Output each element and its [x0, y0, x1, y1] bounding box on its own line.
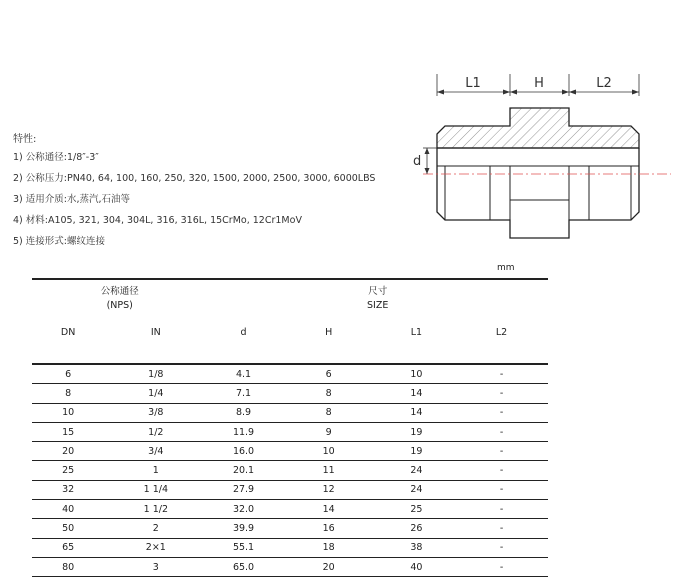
cell-dn: 40 — [32, 500, 104, 519]
label-l2: L2 — [596, 76, 612, 91]
cell-l1: 25 — [378, 500, 455, 519]
cell-l2: - — [455, 364, 548, 384]
cell-d: 32.0 — [207, 500, 279, 519]
bore-dimension — [423, 148, 437, 174]
cell-dn: 8 — [32, 384, 104, 403]
cell-h: 8 — [280, 403, 378, 422]
cell-dn: 15 — [32, 422, 104, 441]
cell-l2: - — [455, 538, 548, 557]
spec-item-size: 1) 公称通径:1/8″-3″ — [13, 152, 99, 163]
cell-l2: - — [455, 461, 548, 480]
cell-l1: 19 — [378, 442, 455, 461]
cell-d: 11.9 — [207, 422, 279, 441]
group-nominal-sublabel: (NPS) — [106, 300, 133, 311]
spec-item-pressure: 2) 公称压力:PN40, 64, 100, 160, 250, 320, 1500, 2000, 2500, 3000, 6000LBS — [13, 173, 376, 184]
cell-l1: 24 — [378, 461, 455, 480]
cell-in: 3 — [104, 557, 207, 576]
table-row — [32, 480, 548, 499]
table-row — [32, 422, 548, 441]
cell-in: 3/4 — [104, 442, 207, 461]
group-size-label: 尺寸 — [368, 286, 388, 297]
cell-h: 20 — [280, 557, 378, 576]
cell-h: 10 — [280, 442, 378, 461]
label-d: d — [413, 154, 422, 169]
cell-h: 16 — [280, 519, 378, 538]
table-row — [32, 500, 548, 519]
cell-d: 7.1 — [207, 384, 279, 403]
cell-dn: 25 — [32, 461, 104, 480]
cell-l2: - — [455, 403, 548, 422]
outer-outline — [437, 148, 639, 238]
table-row — [32, 538, 548, 557]
cell-l1: 38 — [378, 538, 455, 557]
table-row — [32, 384, 548, 403]
cell-l2: - — [455, 422, 548, 441]
cell-dn: 6 — [32, 364, 104, 384]
group-size-header — [207, 279, 548, 318]
cell-d: 4.1 — [207, 364, 279, 384]
cell-d: 20.1 — [207, 461, 279, 480]
cell-h: 14 — [280, 500, 378, 519]
cell-h: 11 — [280, 461, 378, 480]
col-l1: L1 — [410, 327, 423, 338]
cell-l1: 24 — [378, 480, 455, 499]
dimension-table — [32, 278, 548, 577]
col-d: d — [240, 327, 247, 338]
cell-h: 12 — [280, 480, 378, 499]
cell-d: 27.9 — [207, 480, 279, 499]
group-nominal-header — [32, 279, 207, 318]
cell-dn: 65 — [32, 538, 104, 557]
cell-h: 9 — [280, 422, 378, 441]
cell-in: 1 — [104, 461, 207, 480]
cell-in: 2×1 — [104, 538, 207, 557]
table-row — [32, 403, 548, 422]
hex-body — [437, 166, 639, 238]
table-column-header — [32, 318, 548, 364]
cell-l2: - — [455, 557, 548, 576]
col-in: IN — [150, 327, 161, 338]
spec-item-material: 4) 材料:A105, 321, 304, 304L, 316, 316L, 15CrMo, 12Cr1MoV — [13, 215, 302, 226]
col-dn: DN — [60, 327, 76, 338]
spec-list — [13, 152, 375, 257]
cell-d: 39.9 — [207, 519, 279, 538]
table-group-header — [32, 279, 548, 318]
cell-dn: 50 — [32, 519, 104, 538]
label-h: H — [534, 76, 544, 91]
label-l1: L1 — [465, 76, 481, 91]
cell-d: 55.1 — [207, 538, 279, 557]
cell-dn: 80 — [32, 557, 104, 576]
cell-h: 6 — [280, 364, 378, 384]
cell-l1: 14 — [378, 403, 455, 422]
table-row — [32, 519, 548, 538]
cell-d: 8.9 — [207, 403, 279, 422]
unit-label: mm — [497, 263, 515, 273]
group-size-sublabel: SIZE — [367, 300, 389, 311]
cell-in: 1/2 — [104, 422, 207, 441]
cell-l1: 26 — [378, 519, 455, 538]
dimension-table-wrapper — [32, 278, 548, 577]
cell-l2: - — [455, 384, 548, 403]
table-row — [32, 442, 548, 461]
cell-l2: - — [455, 500, 548, 519]
cell-in: 1 1/4 — [104, 480, 207, 499]
group-nominal-label: 公称通径 — [100, 286, 139, 297]
cell-l1: 40 — [378, 557, 455, 576]
cell-l2: - — [455, 480, 548, 499]
cell-l1: 19 — [378, 422, 455, 441]
cell-d: 65.0 — [207, 557, 279, 576]
cell-h: 18 — [280, 538, 378, 557]
cell-h: 8 — [280, 384, 378, 403]
cell-l2: - — [455, 442, 548, 461]
cell-in: 2 — [104, 519, 207, 538]
cell-dn: 20 — [32, 442, 104, 461]
col-h: H — [325, 327, 333, 338]
cell-in: 1/8 — [104, 364, 207, 384]
cell-in: 1 1/2 — [104, 500, 207, 519]
table-row — [32, 461, 548, 480]
spec-item-media: 3) 适用介质:水,蒸汽,石油等 — [13, 194, 131, 205]
cell-l2: - — [455, 519, 548, 538]
cell-in: 3/8 — [104, 403, 207, 422]
spec-item-connection: 5) 连接形式:螺纹连接 — [13, 236, 105, 247]
section-view — [437, 108, 639, 148]
cell-in: 1/4 — [104, 384, 207, 403]
hex-nipple-drawing — [405, 66, 675, 256]
cell-l1: 10 — [378, 364, 455, 384]
cell-dn: 32 — [32, 480, 104, 499]
cell-d: 16.0 — [207, 442, 279, 461]
table-row — [32, 364, 548, 384]
cell-dn: 10 — [32, 403, 104, 422]
col-l2: L2 — [495, 327, 508, 338]
spec-title: 特性: — [13, 134, 37, 145]
cell-l1: 14 — [378, 384, 455, 403]
